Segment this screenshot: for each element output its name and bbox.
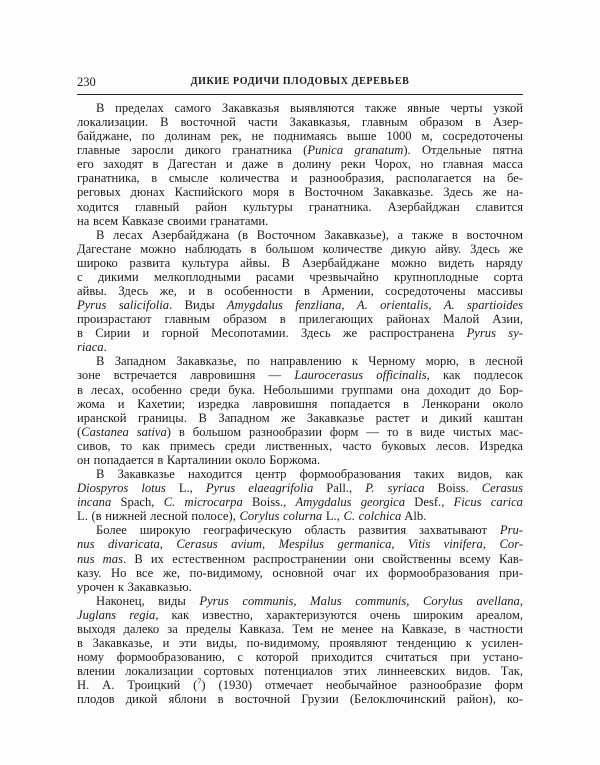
text-run: Spach, [111, 495, 164, 510]
running-title: ДИКИЕ РОДИЧИ ПЛОДОВЫХ ДЕРЕВЬЕВ [190, 76, 410, 87]
text-run: , [261, 537, 279, 552]
reference-number: 7 [197, 677, 202, 687]
text-line [77, 397, 523, 411]
text-run: влении локализации сортовых потенциалов этих линнеевских видов. Так, [77, 664, 523, 679]
paragraph [77, 594, 523, 707]
text-run: гранатника, в смысле количества и разнообразия, располагается на бе- [77, 171, 523, 186]
text-run: В Закавказье находится центр формообразования таких видов, как [96, 467, 523, 482]
text-line [77, 453, 523, 467]
latin-species-name: P. syriaca [365, 481, 425, 496]
text-run: Pall., [313, 481, 366, 496]
latin-species-name: Punica granatum [307, 143, 404, 158]
latin-species-name: C. colchica [343, 509, 402, 524]
latin-species-name: Amygdalus fenzliana [226, 298, 342, 313]
text-line [77, 101, 523, 115]
text-line [77, 312, 523, 326]
text-run: , [482, 537, 500, 552]
text-run: реговых дюнах Каспийского моря в Восточном Закавказье. Здесь же на- [77, 185, 523, 200]
text-line [77, 200, 523, 214]
header-rule [77, 94, 523, 95]
page-number: 230 [77, 75, 96, 89]
text-run: произрастают главным образом в прилегающих районах Малой Азии, [77, 312, 523, 327]
text-line [77, 678, 523, 692]
text-run: В Западном Закавказье, по направлению к Черному морю, в лесной [96, 354, 523, 369]
latin-species-name: A. orientalis [356, 298, 429, 313]
text-line [77, 566, 523, 580]
text-run: Boiss. [424, 481, 482, 496]
latin-species-name: Vitis vinifera [408, 537, 483, 552]
text-line [77, 439, 523, 453]
text-run: , как подлесок [426, 368, 524, 383]
latin-species-name: Diospyros lotus [77, 481, 166, 496]
latin-species-name: Corylus colurna [239, 509, 323, 524]
page-header [77, 73, 523, 93]
latin-species-name: Corylus avellana [423, 593, 520, 608]
text-run: , [293, 593, 311, 608]
text-run: В пределах самого Закавказья выявляются также явные черты узкой [96, 101, 523, 115]
paragraph [77, 467, 523, 523]
text-run: , [406, 593, 424, 608]
text-line [77, 481, 523, 495]
latin-species-name: Pyrus sy- [466, 326, 523, 341]
text-run: в лесах, особенно среди бука. Небольшими группами она доходит до Бор- [77, 382, 523, 397]
text-line [77, 340, 523, 354]
text-run: он попадается в Карталинии около Боржома. [77, 452, 321, 467]
latin-species-name: Castanea sativa [81, 424, 167, 439]
text-run: . Виды [169, 298, 227, 313]
latin-species-name: Amygdalus georgica [295, 495, 406, 510]
latin-species-name: Cerasus [481, 481, 523, 496]
text-line [77, 171, 523, 185]
text-line [77, 115, 523, 129]
text-run: , как известно, характеризуются очень широким ареалом, [155, 607, 523, 622]
text-run: , [519, 593, 524, 608]
text-line [77, 425, 523, 439]
text-line [77, 185, 523, 199]
text-run: Дагестане можно наблюдать в большом количестве дикую айву. Здесь же [77, 241, 523, 256]
text-line [77, 242, 523, 256]
text-run: с дикими мелкоплодными расами чрезвычайно крупноплодные сорта [77, 269, 523, 284]
text-run: ) (1930) отмечает необычайное разнообразие форм [201, 678, 524, 693]
text-line [77, 467, 523, 481]
text-line [77, 228, 523, 242]
paragraph [77, 228, 523, 355]
text-line [77, 580, 523, 594]
text-line [77, 650, 523, 664]
latin-species-name: Juglans regia [77, 607, 156, 622]
latin-species-name: Laurocerasus officinalis [294, 368, 427, 383]
paragraph [77, 354, 523, 467]
text-line [77, 143, 523, 157]
text-run: Н. А. Троицкий ( [77, 678, 198, 693]
text-run: казу. Но все же, по-видимому, основной очаг их формообразования при- [77, 565, 523, 580]
latin-species-name: nus mas [77, 551, 123, 566]
text-run: L., [322, 509, 344, 524]
text-run: выходя далеко за пределы Кавказа. Тем не менее на Кавказе, в частности [77, 621, 523, 636]
text-run: ходится главный район культуры гранатника. Азербайджан славится [77, 199, 523, 214]
text-run: на всем Кавказе своими гранатами. [77, 213, 269, 228]
text-line [77, 411, 523, 425]
latin-species-name: riaca [77, 340, 104, 355]
text-run: широко развита культура айвы. В Азербайджане можно видеть наряду [77, 255, 523, 270]
text-run: зоне встречается лавровишня — [77, 368, 295, 383]
text-line [77, 368, 523, 382]
text-run: ( [77, 424, 82, 439]
text-line [77, 129, 523, 143]
latin-species-name: Pru- [499, 523, 523, 538]
text-run: урочен к Закавказью. [77, 579, 192, 594]
text-line [77, 608, 523, 622]
text-run: Наконец, виды [96, 593, 200, 608]
text-line [77, 537, 523, 551]
text-line [77, 636, 523, 650]
text-run: , [159, 537, 177, 552]
text-line [77, 692, 523, 706]
latin-species-name: Mespilus germanica [278, 537, 392, 552]
text-run: Более широкую географическую область развития захватывают [96, 523, 500, 538]
text-line [77, 214, 523, 228]
text-line [77, 552, 523, 566]
text-run: . В их естественном распространении они свойственны всему Кав- [122, 551, 524, 566]
text-line [77, 354, 523, 368]
latin-species-name: Cor- [499, 537, 524, 552]
text-run: локализации. В восточной части Закавказья, главным образом в Азер- [77, 115, 523, 130]
page-body [77, 101, 523, 706]
text-run: В лесах Азербайджана (в Восточном Закавказье), а также в восточном [96, 227, 523, 242]
text-line [77, 383, 523, 397]
latin-species-name: Pyrus communis [199, 593, 294, 608]
latin-species-name: Pyrus elaeagrifolia [205, 481, 314, 496]
text-run: Desf., [405, 495, 454, 510]
text-run: . [103, 340, 107, 355]
latin-species-name: Pyrus salicifolia [77, 298, 170, 313]
text-run: Alb. [401, 509, 427, 524]
text-line [77, 495, 523, 509]
latin-species-name: Malus communis [310, 593, 407, 608]
text-run: , [391, 537, 409, 552]
text-line [77, 298, 523, 312]
text-line [77, 594, 523, 608]
text-line [77, 256, 523, 270]
latin-species-name: incana [77, 495, 112, 510]
text-run: айвы. Здесь же, и в особенности в Армении, сосредоточены массивы [77, 284, 523, 299]
text-run: Boiss., [242, 495, 296, 510]
text-run: иранской границы. В Западном же Закавказье растет и дикий каштан [77, 410, 523, 425]
text-line [77, 664, 523, 678]
text-run: сивов, то как примесь среди лиственных, часто буковых лесов. Изредка [77, 438, 523, 453]
text-run: байджане, по долинам рек, не поднимаясь выше 1000 м, сосредоточены [77, 129, 523, 144]
latin-species-name: C. microcarpa [163, 495, 243, 510]
text-run: , [428, 298, 444, 313]
latin-species-name: Cerasus avium [176, 537, 262, 552]
text-run: главные заросли дикого гранатника ( [77, 143, 308, 158]
latin-species-name: nus divaricata [77, 537, 160, 552]
text-run: L. (в нижней лесной полосе), [77, 509, 240, 524]
text-run: его заходят в Дагестан и даже в долину реки Чорох, но главная масса [77, 157, 523, 172]
text-line [77, 509, 523, 523]
text-line [77, 284, 523, 298]
text-run: плодов дикой яблони в восточной Грузии (Белоключинский район), ко- [77, 692, 523, 707]
text-line [77, 326, 523, 340]
paragraph [77, 523, 523, 593]
text-run: , [341, 298, 357, 313]
latin-species-name: Ficus carica [453, 495, 523, 510]
text-line [77, 270, 523, 284]
text-run: жома и Кахетии; изредка лавровишня попадается в Ленкорани около [77, 396, 523, 411]
text-line [77, 157, 523, 171]
text-line [77, 523, 523, 537]
text-run: в Сирии и горной Месопотамии. Здесь же распространена [77, 326, 467, 341]
text-run: ) в большом разнообразии форм — то в виде чистых мас- [166, 424, 523, 439]
text-run: в Закавказье, и эти виды, по-видимому, проявляют тенденцию к усилен- [77, 635, 523, 650]
paragraph [77, 101, 523, 228]
text-run: ному формообразованию, с которой приходится считаться при устано- [77, 650, 523, 665]
text-line [77, 622, 523, 636]
latin-species-name: A. spartioides [443, 298, 523, 313]
text-run: L., [165, 481, 206, 496]
text-run: ). Отдельные пятна [403, 143, 523, 158]
